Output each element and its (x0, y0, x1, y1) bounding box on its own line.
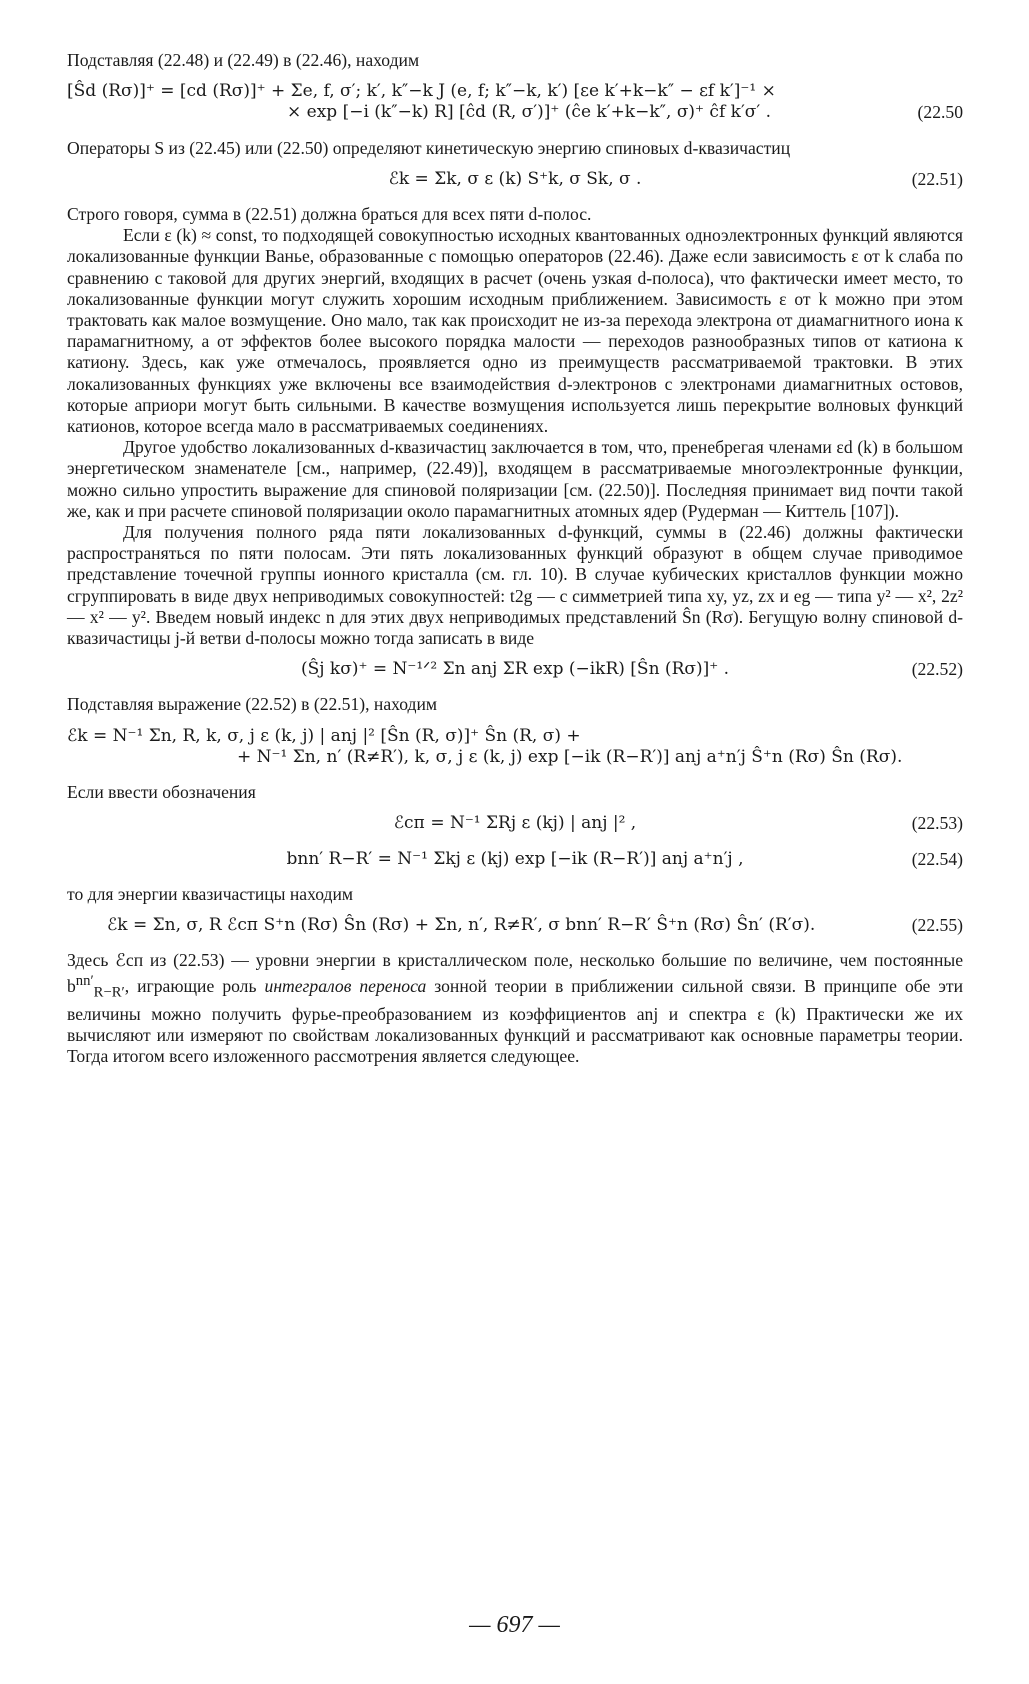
equation-22-50-line-1: [Ŝd (Rσ)]⁺ = [cd (Rσ)]⁺ + Σe, f, σ′; k′, k″−k J (e, f; k″−k, k′) [εe k′+k−k″ − εf k′]⁻¹ × (67, 81, 776, 102)
equation-22-50-line-2: × exp [−i (k″−k) R] [ĉd (R, σ′)]⁺ (ĉe k′+k−k″, σ)⁺ ĉf k′σ′ . (287, 102, 772, 123)
paragraph-8: Если ввести обозначения (67, 782, 256, 803)
paragraph-10-emphasis: интегралов переноса (264, 976, 427, 997)
paragraph-10-sup: nn′ (75, 973, 94, 990)
equation-22-50 (67, 81, 963, 123)
paragraph-10 (67, 950, 963, 1067)
paragraph-4: Если ε (k) ≈ const, то подходящей совокупностью исходных квантованных одноэлектронных функций являются локализованные функции Ванье, образованные с помощью операторов (22.46). Даже если зависимость ε от k слаба по сравнению с таковой для других энергий, входящих в расчет (очень узкая d-полоса), что фактически имеет место, то локализованные функции могут служить хорошим исходным приближением. Зависимость ε от k можно при этом трактовать как малое возмущение. Оно мало, так как происходит не из-за перехода электрона от диамагнитного иона к парамагнитному, а от эффектов более высокого порядка малости — переходов разнообразных типов от катиона к катиону. Здесь, как уже отмечалось, проявляется одно из преимуществ рассматриваемой трактовки. В этих локализованных функциях уже включены все взаимодействия d-электронов с электронами диамагнитных остовов, которые априори могут быть сильными. В качестве возмущения используется лишь перекрытие волновых функций катионов, которое всегда мало в рассматриваемых соединениях. (67, 225, 963, 437)
page-body (67, 50, 963, 1068)
paragraph-2: Операторы S из (22.45) или (22.50) определяют кинетическую энергию спиновых d-квазичастиц (67, 137, 791, 158)
equation-22-54 (67, 849, 963, 870)
equation-22-53-body: ℰсп = N⁻¹ ΣRj ε (kj) | anj |² , (393, 813, 637, 834)
equation-22-51-body: ℰk = Σk, σ ε (k) S⁺k, σ Sk, σ . (388, 168, 642, 189)
paragraph-10-sub: R−R′ (93, 984, 125, 1001)
equation-number-22-52: (22.52) (911, 659, 963, 680)
paragraph-10-part-c: зонной теории в приближении сильной связи. В принципе обе эти величины можно получить фурье-преобразованием из коэффициентов anj и спектра ε (k) Практически же их вычисляют или измеряют по свойствам локализованных функций и рассматривают как основные параметры теории. Тогда итогом всего изложенного рассмотрения является следующее. (67, 976, 963, 1067)
equation-22-53 (67, 813, 963, 834)
equation-22-55-body: ℰk = Σn, σ, R ℰсп S⁺n (Rσ) Ŝn (Rσ) + Σn, n′, R≠R′, σ bnn′ R−R′ Ŝ⁺n (Rσ) Ŝn′ (R′σ). (107, 914, 816, 935)
equation-number-22-54: (22.54) (911, 848, 963, 869)
paragraph-10-part-b: , играющие роль (124, 976, 265, 997)
paragraph-6: Для получения полного ряда пяти локализованных d-функций, суммы в (22.46) должны фактически распространяться по пяти полосам. Эти пять локализованных функций образуют в общем случае приводимое представление точечной группы ионного кристалла (см. гл. 10). В случае кубических кристаллов функции можно сгруппировать в виде двух неприводимых совокупностей: t2g — с симметрией типа xy, yz, zx и eg — типа y² — x², 2z² — x² — y². Введем новый индекс n для этих двух неприводимых представлений Ŝn (Rσ). Бегущую волну спиновой d-квазичастицы j-й ветви d-полосы можно тогда записать в виде (67, 522, 963, 649)
equation-22-54-body: bnn′ R−R′ = N⁻¹ Σkj ε (kj) exp [−ik (R−R′)] anj a⁺n′j , (286, 848, 744, 869)
paragraph-10-part-a: Здесь ℰсп из (22.53) — уровни энергии в кристаллическом поле, несколько большие по величине, чем постоянные b (67, 950, 963, 997)
paragraph-5: Другое удобство локализованных d-квазичастиц заключается в том, что, пренебрегая членами εd (k) в большом энергетическом знаменателе [см., например, (22.49)], входящем в рассматриваемые многоэлектронные функции, можно сильно упростить выражение для спиновой поляризации [см. (22.50)]. Последняя принимает вид почти такой же, как и при расчете спиновой поляризации около парамагнитных атомных ядер (Рудерман — Киттель [107]). (67, 437, 963, 521)
equation-number-22-51: (22.51) (911, 168, 963, 189)
equation-unnumbered-line-1: ℰk = N⁻¹ Σn, R, k, σ, j ε (k, j) | anj |² [Ŝn (R, σ)]⁺ Ŝn (R, σ) + (67, 725, 581, 746)
equation-22-51 (67, 169, 963, 190)
paragraph-9: то для энергии квазичастицы находим (67, 883, 354, 904)
equation-number-22-50: (22.50 (917, 102, 963, 123)
page-number: — 697 — (469, 1612, 560, 1638)
equation-unnumbered-line-2: + N⁻¹ Σn, n′ (R≠R′), k, σ, j ε (k, j) exp [−ik (R−R′)] anj a⁺n′j Ŝ⁺n (Rσ) Ŝn (Rσ). (237, 746, 903, 767)
paragraph-3: Строго говоря, сумма в (22.51) должна браться для всех пяти d-полос. (67, 204, 592, 225)
equation-22-55 (67, 915, 963, 936)
paragraph-1: Подставляя (22.48) и (22.49) в (22.46), находим (67, 50, 420, 70)
equation-number-22-53: (22.53) (911, 813, 963, 834)
equation-number-22-55: (22.55) (911, 914, 963, 935)
equation-unnumbered (67, 726, 963, 768)
equation-22-52 (67, 659, 963, 680)
equation-22-52-body: (Ŝj kσ)⁺ = N⁻¹ᐟ² Σn anj ΣR exp (−ikR) [Ŝn (Rσ)]⁺ . (300, 659, 730, 680)
paragraph-7: Подставляя выражение (22.52) в (22.51), находим (67, 694, 438, 715)
